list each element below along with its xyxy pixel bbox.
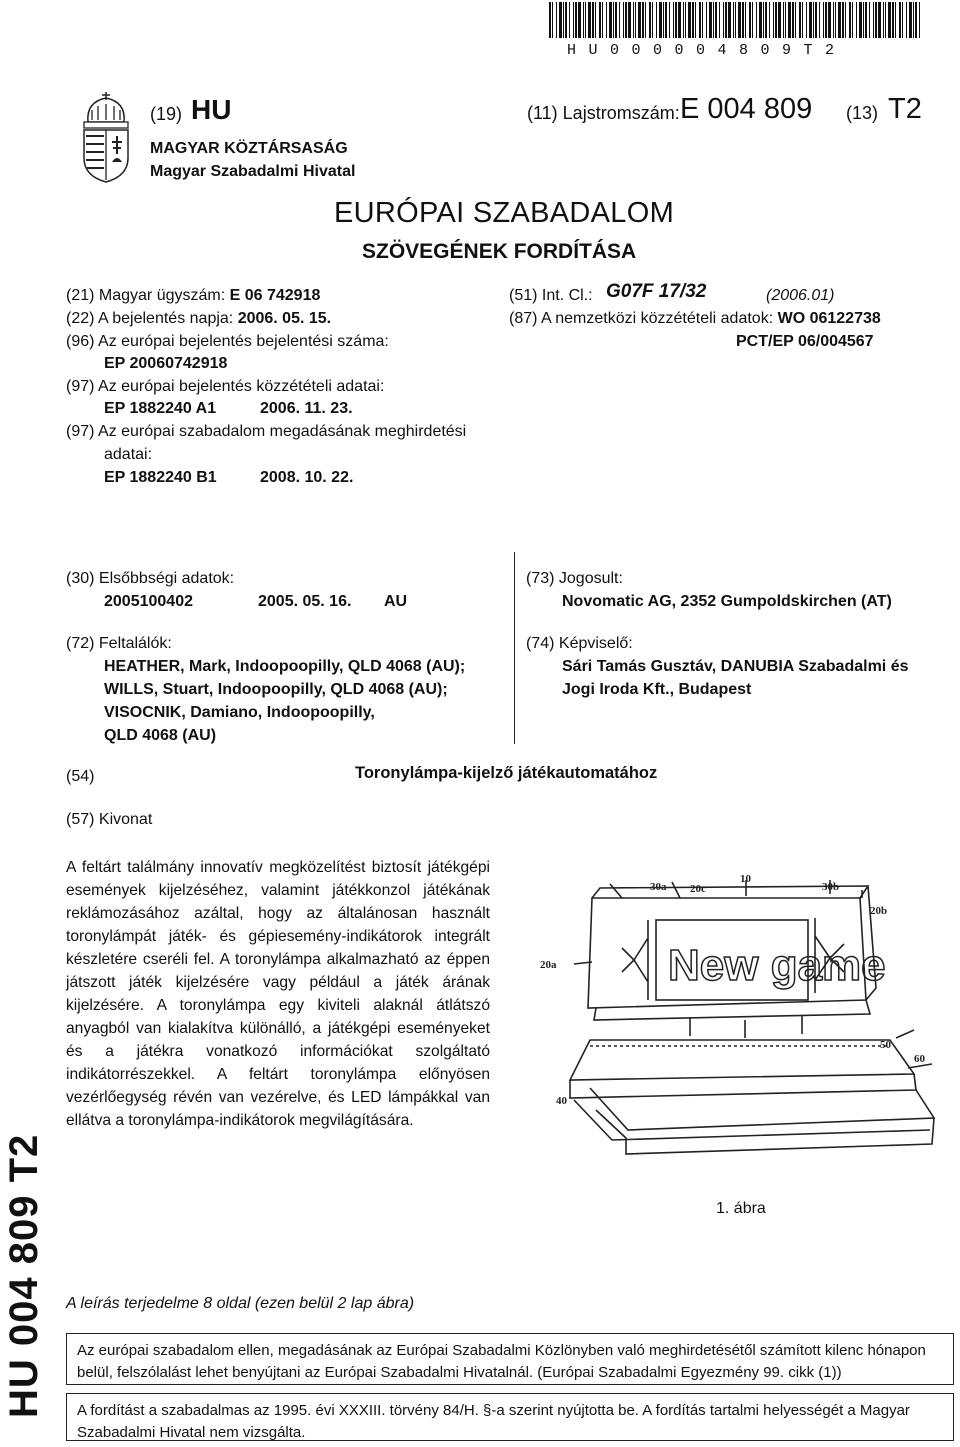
barcode-bar xyxy=(856,2,857,38)
office-name: Magyar Szabadalmi Hivatal xyxy=(150,163,356,180)
barcode-bar xyxy=(763,2,764,38)
barcode-bar xyxy=(785,2,786,38)
barcode-bar xyxy=(673,2,674,38)
barcode-bar xyxy=(773,2,774,38)
inventors-label: (72) Feltalálók: xyxy=(66,635,172,652)
barcode-bar xyxy=(663,2,664,38)
barcode-bar xyxy=(806,2,807,38)
barcode-bar xyxy=(769,2,770,38)
side-label-text: HU 004 809 T2 xyxy=(2,1133,46,1418)
barcode-bar xyxy=(728,2,731,38)
barcode-bar xyxy=(838,2,841,38)
abstract-text: A feltárt találmány innovatív megközelítést biztosít játékgépi események kijelzéséhez, valamint játékkonzol játékának reklámozásához azáltal, hogy az általánosan használt toronylámpát játék- és gépiesemény-indikátorok integrált készletére cseréli fel. A toronylámpa alkalmazható az éppen játszott játék kijelzésére vagy például a játék árának kijelzésére. A toronylámpa egy kiviteli alaknál átlátszó anyagból van kialakítva különálló, a játékgépi eseményeket és a játékra vonatkozó információkat szolgáltató indikátorrészekkel. A feltárt toronylámpa előnyösen vezérlőegység révén van vezérelve, és LED lámpákkal van ellátva a toronylámpa-indikátorok megvilágítására. xyxy=(66,859,490,1129)
ep-grant-number: EP 1882240 B1 xyxy=(104,469,217,486)
barcode-bar xyxy=(585,2,586,38)
ep-publication-number: EP 1882240 A1 xyxy=(104,400,217,417)
barcode-bar xyxy=(569,2,570,38)
barcode-bar xyxy=(738,2,741,38)
figure-label: 20a xyxy=(540,959,557,971)
barcode-bar xyxy=(795,2,796,38)
figure-label: 40 xyxy=(556,1095,567,1107)
barcode-graphic xyxy=(549,2,921,38)
barcode-bar xyxy=(556,2,557,38)
kind-code: T2 xyxy=(888,93,922,125)
barcode-bar xyxy=(865,2,867,38)
barcode-bar xyxy=(869,2,870,38)
figure-caption: 1. ábra xyxy=(716,1200,766,1217)
ipc-version: (2006.01) xyxy=(766,287,835,304)
barcode-bar xyxy=(592,2,594,38)
barcode-bar xyxy=(583,2,584,38)
barcode-bar xyxy=(815,2,817,38)
figure-drawing xyxy=(530,868,950,1198)
page-info: A leírás terjedelme 8 oldal (ezen belül 2 lap ábra) xyxy=(66,1295,415,1312)
barcode-bar xyxy=(675,2,677,38)
column-divider xyxy=(514,552,515,744)
ep-publication-label: (97) Az európai bejelentés közzétételi adatai: xyxy=(66,378,385,395)
barcode-bar xyxy=(723,2,724,38)
barcode-bar xyxy=(906,2,907,38)
barcode-bar xyxy=(642,2,644,38)
inventor-line: HEATHER, Mark, Indoopoopilly, QLD 4068 (AU); xyxy=(104,658,466,675)
registration-number: E 004 809 xyxy=(680,93,813,125)
barcode-bar xyxy=(688,2,691,38)
barcode-bar xyxy=(559,2,562,38)
filing-date: 2006. 05. 15. xyxy=(237,310,332,327)
barcode-bar xyxy=(742,2,744,38)
figure-label: 20c xyxy=(690,883,706,895)
barcode-bar xyxy=(913,2,914,38)
ep-publication-date: 2006. 11. 23. xyxy=(260,400,353,417)
ep-grant-date: 2008. 10. 22. xyxy=(260,469,354,486)
barcode-bar xyxy=(638,2,641,38)
barcode-bar xyxy=(888,2,891,38)
barcode-bar xyxy=(778,2,781,38)
barcode-bar xyxy=(915,2,917,38)
barcode-bar xyxy=(895,2,896,38)
barcode-bar xyxy=(873,2,874,38)
barcode-bar xyxy=(735,2,736,38)
translation-notice: A fordítást a szabadalmas az 1995. évi XXXIII. törvény 84/H. §-a szerint nyújtotta be. A fordítás tartalmi helyességét a Magyar Szabadalmi Hivatal nem vizsgálta. xyxy=(66,1393,954,1441)
barcode-bar xyxy=(813,2,814,38)
barcode-bar xyxy=(633,2,634,38)
ipc-code: G07F 17/32 xyxy=(606,281,707,302)
priority-number: 2005100402 xyxy=(104,593,193,610)
barcode-bar xyxy=(709,2,712,38)
opposition-notice: Az európai szabadalom ellen, megadásának az Európai Szabadalmi Közlönyben való meghirdetésétől számított kilenc hónapon belül, felszólalást lehet benyújtani az Európai Szabadalmi Hivatalnál. (Európai Szabadalmi Egyezmény 99. cikk (1)) xyxy=(66,1333,954,1385)
barcode-bar xyxy=(606,2,607,38)
representative-label: (74) Képviselő: xyxy=(526,635,633,652)
invention-title: Toronylámpa-kijelző játékautomatához xyxy=(355,764,658,782)
country-code-label: (19) xyxy=(150,104,183,124)
barcode-bar xyxy=(659,2,662,38)
barcode-bar xyxy=(678,2,681,38)
country-name: MAGYAR KÖZTÁRSASÁG xyxy=(150,140,348,157)
barcode-bar xyxy=(573,2,574,38)
proprietor-value: Novomatic AG, 2352 Gumpoldskirchen (AT) xyxy=(562,593,892,610)
figure-label: 10 xyxy=(740,873,751,885)
barcode-bar xyxy=(725,2,727,38)
barcode-bar xyxy=(625,2,627,38)
ep-application-label: (96) Az európai bejelentés bejelentési száma: xyxy=(66,333,389,350)
barcode-bar xyxy=(819,2,820,38)
barcode-bar xyxy=(635,2,636,38)
barcode-bar xyxy=(756,2,757,38)
barcode-bar xyxy=(578,2,581,38)
priority-date: 2005. 05. 16. xyxy=(258,593,352,610)
barcode-bar xyxy=(713,2,714,38)
priority-country: AU xyxy=(384,593,408,610)
barcode-bar xyxy=(802,2,803,38)
barcode-bar xyxy=(833,2,834,38)
barcode-bar xyxy=(588,2,591,38)
figure-label: 60 xyxy=(914,1053,925,1065)
barcode-bar xyxy=(899,2,901,38)
barcode-text: HU000004809T2 xyxy=(567,42,847,59)
barcode-bar xyxy=(702,2,703,38)
barcode-bar xyxy=(706,2,707,38)
figure-label: 30a xyxy=(650,881,667,893)
barcode-bar xyxy=(683,2,684,38)
barcode-bar xyxy=(849,2,851,38)
barcode-bar xyxy=(788,2,791,38)
barcode-bar xyxy=(733,2,734,38)
document-title: EURÓPAI SZABADALOM xyxy=(334,197,675,229)
barcode-bar xyxy=(852,2,853,38)
barcode-bar xyxy=(799,2,801,38)
barcode-bar xyxy=(692,2,694,38)
inventor-line: QLD 4068 (AU) xyxy=(104,727,217,744)
barcode-bar xyxy=(552,2,553,38)
barcode-bar xyxy=(878,2,881,38)
barcode-bar xyxy=(656,2,657,38)
barcode-bar xyxy=(828,2,831,38)
filing-date-row xyxy=(66,307,331,330)
barcode-bar xyxy=(628,2,631,38)
figure-sign-text: New game xyxy=(668,941,886,990)
coat-of-arms-icon xyxy=(78,92,134,184)
country-code: HU xyxy=(191,94,232,125)
barcode-bar xyxy=(745,2,746,38)
barcode-bar xyxy=(575,2,577,38)
application-number-row xyxy=(66,284,320,307)
proprietor-label: (73) Jogosult: xyxy=(526,570,623,587)
representative-line xyxy=(562,678,751,701)
barcode-bar xyxy=(859,2,862,38)
ipc-label: (51) Int. Cl.: xyxy=(509,287,593,304)
inventor-line: WILLS, Stuart, Indoopoopilly, QLD 4068 (AU); xyxy=(104,681,448,698)
barcode-bar xyxy=(652,2,653,38)
barcode-bar xyxy=(563,2,564,38)
barcode-bar xyxy=(549,2,551,38)
barcode-bar xyxy=(919,2,920,38)
barcode-bar xyxy=(665,2,667,38)
barcode-bar xyxy=(775,2,777,38)
barcode-bar xyxy=(909,2,912,38)
barcode-bar xyxy=(719,2,720,38)
barcode-bar xyxy=(695,2,696,38)
ep-application-number: EP 20060742918 xyxy=(104,355,228,372)
barcode-bar xyxy=(615,2,617,38)
barcode-bar xyxy=(609,2,612,38)
pct-number: PCT/EP 06/004567 xyxy=(736,333,874,350)
barcode-bar xyxy=(715,2,717,38)
registration-label: (11) Lajstromszám: xyxy=(527,103,680,123)
barcode-bar xyxy=(752,2,753,38)
priority-label: (30) Elsőbbségi adatok: xyxy=(66,570,235,587)
barcode-bar xyxy=(883,2,884,38)
barcode-bar xyxy=(892,2,894,38)
representative-line: Sári Tamás Gusztáv, DANUBIA Szabadalmi és xyxy=(562,658,909,675)
barcode-bar xyxy=(613,2,614,38)
application-number-label: (21) Magyar ügyszám: xyxy=(66,287,226,304)
inventor-line: VISOCNIK, Damiano, Indoopoopilly, xyxy=(104,704,375,721)
title-label: (54) xyxy=(66,768,95,785)
barcode-bar xyxy=(749,2,751,38)
barcode-bar xyxy=(619,2,620,38)
barcode-bar xyxy=(595,2,596,38)
application-number: E 06 742918 xyxy=(229,287,321,304)
side-label xyxy=(2,1133,46,1418)
barcode-bar xyxy=(685,2,686,38)
figure-label: 50 xyxy=(880,1039,891,1051)
barcode-bar xyxy=(845,2,846,38)
representative-firm: Jogi Iroda Kft. xyxy=(562,681,670,698)
barcode-bar xyxy=(823,2,824,38)
filing-date-label: (22) A bejelentés napja: xyxy=(66,310,234,327)
kind-code-label: (13) xyxy=(846,103,879,123)
barcode-bar xyxy=(623,2,624,38)
representative-city: , Budapest xyxy=(669,681,752,698)
abstract-label: (57) Kivonat xyxy=(66,811,153,828)
barcode-bar xyxy=(669,2,670,38)
intl-publication-row xyxy=(509,307,881,330)
intl-publication-label: (87) A nemzetközi közzétételi adatok: xyxy=(509,310,774,327)
barcode-bar xyxy=(699,2,701,38)
barcode-bar xyxy=(885,2,886,38)
barcode-bar xyxy=(809,2,812,38)
figure-label: 20b xyxy=(870,905,888,917)
wo-number: WO 06122738 xyxy=(777,310,881,327)
barcode-bar xyxy=(842,2,844,38)
ep-grant-label: (97) Az európai szabadalom megadásának meghirdetési xyxy=(66,423,467,440)
barcode-bar xyxy=(783,2,784,38)
barcode-bar xyxy=(765,2,767,38)
barcode-bar xyxy=(863,2,864,38)
barcode-bar xyxy=(599,2,601,38)
barcode-bar xyxy=(565,2,567,38)
barcode-bar xyxy=(649,2,651,38)
figure-label: 30b xyxy=(822,881,840,893)
ep-grant-label-cont: adatai: xyxy=(104,446,153,463)
barcode-bar xyxy=(902,2,903,38)
barcode-bar xyxy=(645,2,646,38)
barcode-bar xyxy=(875,2,877,38)
barcode-bar xyxy=(792,2,794,38)
barcode-bar xyxy=(825,2,827,38)
barcode-bar xyxy=(602,2,603,38)
barcode-bar xyxy=(835,2,836,38)
document-subtitle: SZÖVEGÉNEK FORDÍTÁSA xyxy=(362,240,637,263)
barcode-bar xyxy=(759,2,762,38)
